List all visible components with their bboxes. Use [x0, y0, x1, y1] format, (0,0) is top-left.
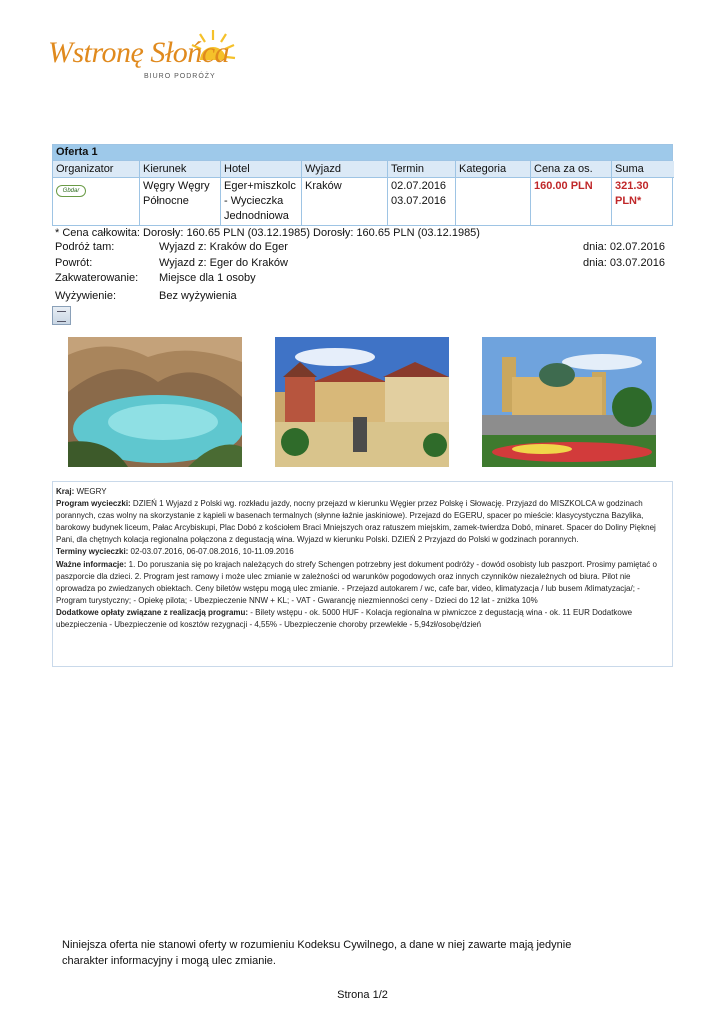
trip-value: Miejsce dla 1 osoby	[159, 272, 256, 284]
hotel-cell: Eger+miszkolc - Wycieczka Jednodniowa	[221, 178, 302, 225]
col-dates: Termin	[388, 161, 456, 178]
trip-value: Bez wyżywienia	[159, 290, 237, 302]
category-cell	[456, 178, 531, 225]
info-text: 1. Do poruszania się po krajach należących do strefy Schengen potrzebny jest dokument podróży - dowód osobisty lub paszport. Prosimy pamiętać o paszporcie dla dzieci. 2. Program jest ramowy i może ulec zmianie w zależności od warunków pogodowych oraz innych czynników niezależnych od biura. Pilot nie oprowadza po zwiedzanych obiektach. Ceny biletów wstępu mogą ulec zmianie. - Przejazd autokarem / wc, cafe bar, video, klimatyzacja / lub busem /klimatyzacja/; - Program turystyczny; - Opiekę pilota; - Ubezpieczenie NNW + KL; - VAT - Gwarancję niezmienności ceny - Dzieci do 12 lat - zniżka 10%	[56, 559, 657, 605]
logo-subtitle: BIURO PODRÓŻY	[144, 73, 216, 80]
col-direction: Kierunek	[140, 161, 221, 178]
trip-value: Wyjazd z: Kraków do Eger	[159, 241, 288, 253]
offer-header-row	[53, 161, 672, 178]
page-number: Strona 1/2	[337, 989, 388, 1001]
trip-date: dnia: 03.07.2016	[583, 257, 665, 269]
cave-bath-photo	[68, 337, 242, 467]
col-organizer: Organizator	[53, 161, 140, 178]
country-label: Kraj:	[56, 487, 75, 496]
company-logo	[48, 28, 233, 88]
program-text: DZIEŃ 1 Wyjazd z Polski wg. rozkładu jazdy, nocny przejazd w kierunku Węgier przez Polskę i Słowację. Przyjazd do MISZKOLCA w godzinach porannych, czas wolny na skorzystanie z kąpieli w basenach termalnych (słynne łaźnie jaskiniowe). Przejazd do EGERU, spacer po mieście: klasycystyczna Bazylika, barokowy budynek liceum, Pałac Arcybiskupi, Plac Dobó z kościołem Braci Mniejszych oraz ratuszem miejskim, zamek-twierdza Dobó, minaret. Spacer do Doliny Pięknej Pani, dla chętnych kolacja regionalna połączona z degustacją wina. Wyjazd w kierunku Polski. DZIEŃ 2 Przyjazd do Polski w godzinach porannych.	[56, 499, 656, 545]
departure-cell: Kraków	[302, 178, 388, 225]
total-cell: 321.30 PLN*	[615, 180, 649, 207]
col-departure: Wyjazd	[302, 161, 388, 178]
offer-table	[52, 144, 673, 226]
col-total: Suma	[612, 161, 674, 178]
organizer-logo: Gbdar	[56, 185, 86, 197]
total-price-line: * Cena całkowita: Dorosły: 160.65 PLN (03.12.1985) Dorosły: 160.65 PLN (03.12.1985)	[55, 227, 480, 239]
trip-label: Podróż tam:	[55, 241, 115, 253]
document-icon[interactable]	[52, 306, 71, 325]
logo-text: Wstronę Słońca	[48, 36, 230, 69]
trip-date: dnia: 02.07.2016	[583, 241, 665, 253]
dates-text: 02-03.07.2016, 06-07.08.2016, 10-11.09.2016	[128, 547, 294, 557]
direction-cell: Węgry Węgry Północne	[140, 178, 221, 225]
country-value: WEGRY	[74, 487, 107, 496]
dates-cell: 02.07.2016 03.07.2016	[388, 178, 456, 225]
col-price: Cena za os.	[531, 161, 612, 178]
eger-square-photo	[275, 337, 449, 467]
extra-fees-text: - Bilety wstępu - ok. 5000 HUF - Kolacja regionalna w piwniczce z degustacją wina - ok. 11 EUR Dodatkowe ubezpieczenia - Ubezpieczenie od kosztów rezygnacji - 4,55% - Ubezpieczenie choroby przewlekłe - 5,94zł/osobę/dzień	[56, 607, 633, 630]
trip-label: Wyżywienie:	[55, 290, 117, 302]
program-label: Program wycieczki:	[56, 499, 131, 509]
offer-title: Oferta 1	[53, 145, 672, 161]
trip-label: Zakwaterowanie:	[55, 272, 139, 284]
col-hotel: Hotel	[221, 161, 302, 178]
trip-description	[52, 481, 673, 667]
info-label: Ważne informacje:	[56, 559, 127, 569]
trip-value: Wyjazd z: Eger do Kraków	[159, 257, 288, 269]
offer-data-row	[53, 178, 672, 225]
eger-basilica-photo	[482, 337, 656, 467]
extra-fees-label: Dodatkowe opłaty związane z realizacją programu:	[56, 607, 249, 617]
trip-label: Powrót:	[55, 257, 93, 269]
col-category: Kategoria	[456, 161, 531, 178]
disclaimer: Niniejsza oferta nie stanowi oferty w rozumieniu Kodeksu Cywilnego, a dane w niej zawarte mają jedynie charakter informacyjny i mogą ulec zmianie.	[62, 939, 572, 967]
dates-label: Terminy wycieczki:	[56, 547, 129, 557]
organizer-cell	[53, 178, 140, 225]
price-cell: 160.00 PLN	[531, 178, 612, 225]
